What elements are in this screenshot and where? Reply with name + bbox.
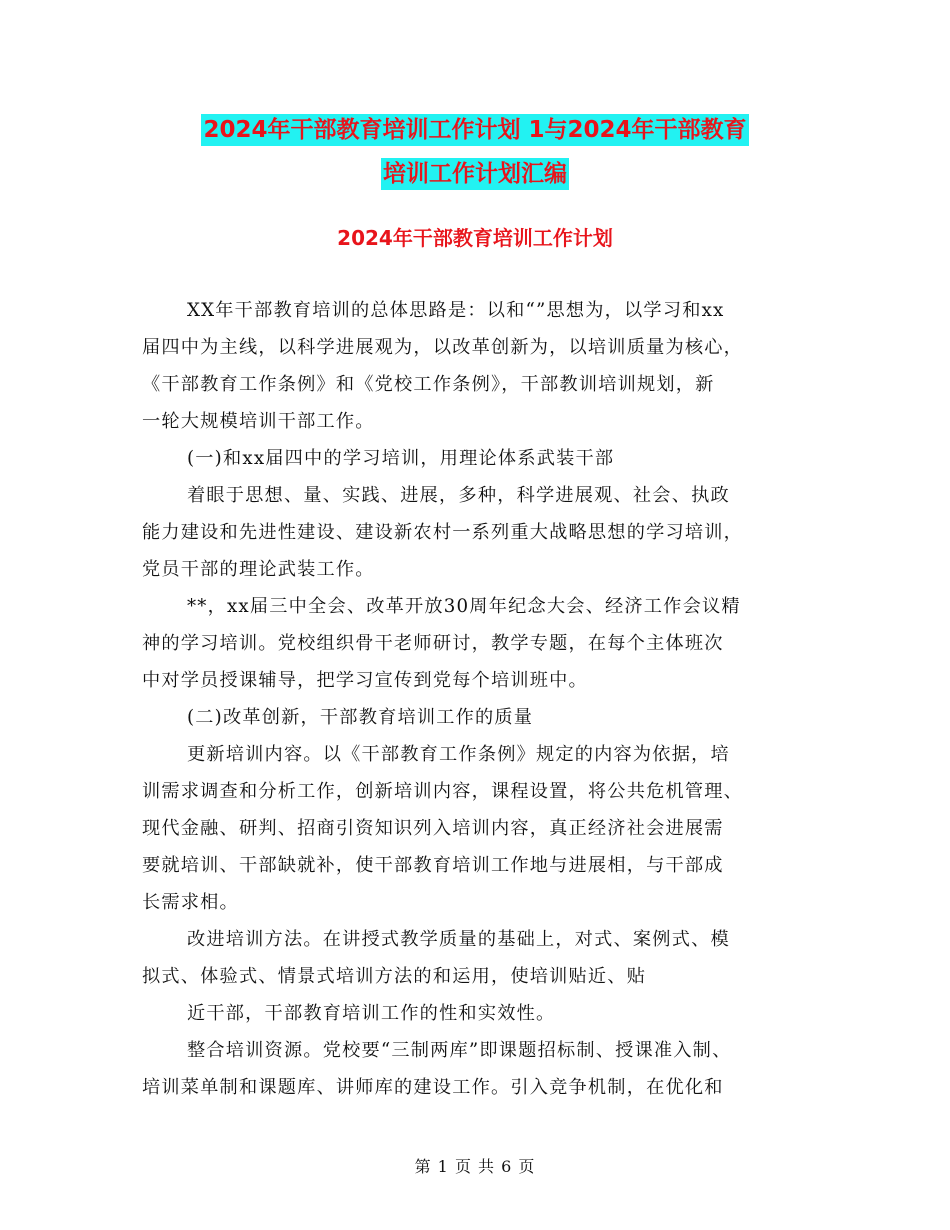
text-line: XX年干部教育培训的总体思路是：以和“”思想为，以学习和xx — [187, 300, 725, 321]
text-line: 着眼于思想、量、实践、进展，多种，科学进展观、社会、执政 — [187, 485, 730, 506]
text-line: 中对学员授课辅导，把学习宣传到党每个培训班中。 — [142, 670, 588, 691]
document-title-line-1 — [130, 110, 820, 150]
text-line: 更新培训内容。以《干部教育工作条例》规定的内容为依据，培 — [187, 744, 730, 765]
title-highlight-2: 培训工作计划汇编 — [381, 158, 569, 190]
text-line: (二)改革创新，干部教育培训工作的质量 — [187, 707, 534, 728]
text-line: 要就培训、干部缺就补，使干部教育培训工作地与进展相，与干部成 — [142, 855, 724, 876]
text-line: (一)和xx届四中的学习培训，用理论体系武装干部 — [187, 448, 615, 469]
page-footer: 第 1 页 共 6 页 — [414, 1157, 536, 1176]
text-line: 改进培训方法。在讲授式教学质量的基础上，对式、案例式、模 — [187, 929, 730, 950]
text-line: 训需求调查和分析工作，创新培训内容，课程设置，将公共危机管理、 — [142, 781, 744, 802]
text-line: 能力建设和先进性建设、建设新农村一系列重大战略思想的学习培训， — [142, 522, 744, 543]
section-heading: 2024年干部教育培训工作计划 — [337, 226, 613, 250]
document-title-line-2 — [130, 154, 820, 194]
text-line: 长需求相。 — [142, 892, 239, 913]
document-body — [142, 292, 822, 1106]
text-line: 届四中为主线，以科学进展观为，以改革创新为，以培训质量为核心， — [142, 337, 744, 358]
text-line: 现代金融、研判、招商引资知识列入培训内容，真正经济社会进展需 — [142, 818, 724, 839]
text-line: 近干部，干部教育培训工作的性和实效性。 — [187, 1003, 556, 1024]
text-line: 培训菜单制和课题库、讲师库的建设工作。引入竞争机制，在优化和 — [142, 1077, 724, 1098]
text-line: 神的学习培训。党校组织骨干老师研讨，教学专题，在每个主体班次 — [142, 633, 724, 654]
text-line: 党员干部的理论武装工作。 — [142, 559, 375, 580]
text-line: 整合培训资源。党校要“三制两库”即课题招标制、授课准入制、 — [187, 1040, 732, 1061]
text-line: **，xx届三中全会、改革开放30周年纪念大会、经济工作会议精 — [187, 596, 741, 617]
text-line: 一轮大规模培训干部工作。 — [142, 411, 375, 432]
text-line: 《干部教育工作条例》和《党校工作条例》，干部教训培训规划，新 — [142, 374, 715, 395]
title-highlight-1: 2024年干部教育培训工作计划 1与2024年干部教育 — [201, 114, 748, 146]
text-line: 拟式、体验式、情景式培训方法的和运用，使培训贴近、贴 — [142, 966, 647, 987]
